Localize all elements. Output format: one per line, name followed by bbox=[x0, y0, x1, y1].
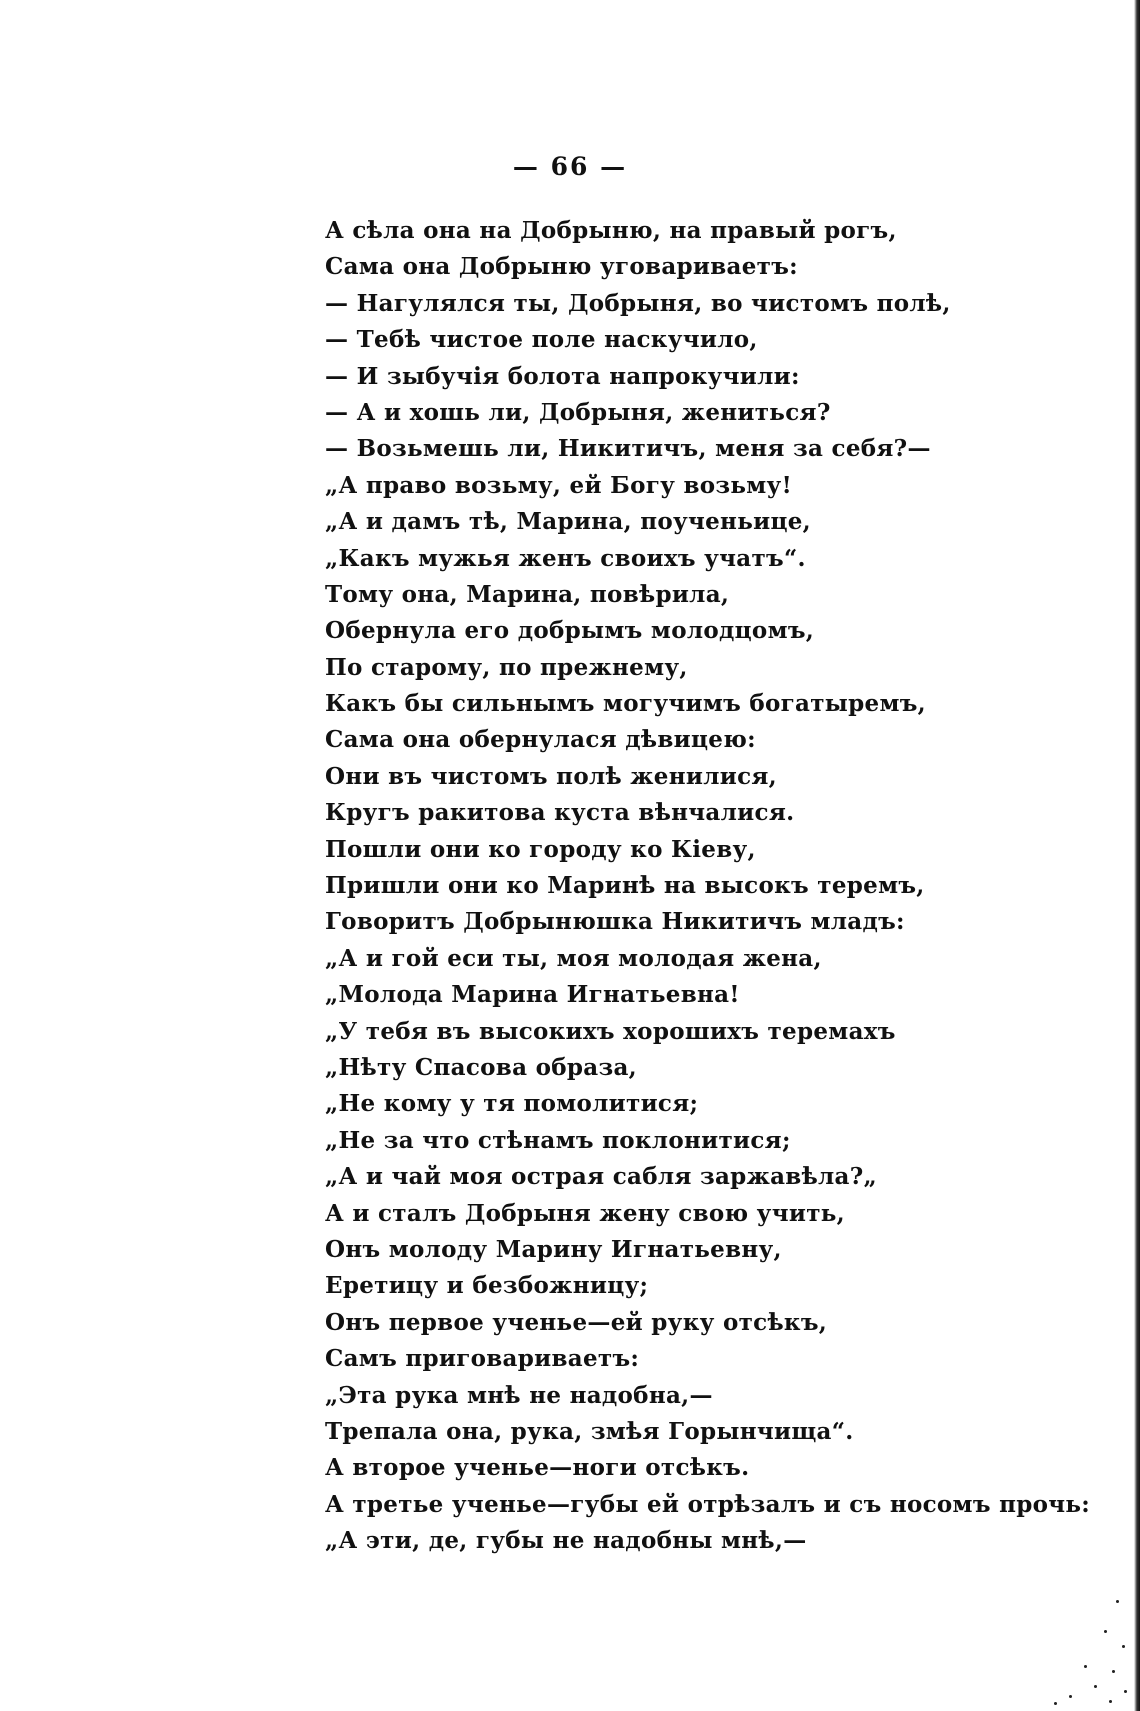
poem-line: А второе ученье—ноги отсѣкъ. bbox=[325, 1454, 750, 1482]
poem-line: Какъ бы сильнымъ могучимъ богатыремъ, bbox=[325, 690, 926, 718]
poem-line: Пришли они ко Маринѣ на высокъ теремъ, bbox=[325, 872, 925, 900]
poem-line: — Нагулялся ты, Добрыня, во чистомъ полѣ, bbox=[325, 289, 951, 317]
scan-edge-shadow bbox=[1134, 0, 1140, 1711]
scan-specks bbox=[1024, 1560, 1134, 1711]
poem-line: „Молода Марина Игнатьевна! bbox=[325, 981, 740, 1009]
poem-line: „А право возьму, ей Богу возьму! bbox=[325, 471, 792, 499]
poem-line: А сѣла она на Добрыню, на правый рогъ, bbox=[325, 217, 897, 244]
poem-line: — И зыбучія болота напрокучили: bbox=[325, 362, 800, 390]
poem-line: По старому, по прежнему, bbox=[325, 653, 688, 681]
poem-line: „Какъ мужья женъ своихъ учатъ“. bbox=[325, 544, 806, 572]
poem-line: „У тебя въ высокихъ хорошихъ теремахъ bbox=[325, 1017, 896, 1045]
poem-line: Сама она Добрыню уговариваетъ: bbox=[325, 253, 798, 281]
poem-line: Сама она обернулася дѣвицею: bbox=[325, 726, 756, 754]
poem-line: Говоритъ Добрынюшка Никитичъ младъ: bbox=[325, 908, 905, 936]
poem-line: Онъ первое ученье—ей руку отсѣкъ, bbox=[325, 1308, 828, 1336]
poem-line: Еретицу и безбожницу; bbox=[325, 1272, 649, 1300]
poem-line: „А эти, де, губы не надобны мнѣ,— bbox=[325, 1527, 807, 1555]
poem-line: — А и хошь ли, Добрыня, жениться? bbox=[325, 398, 831, 426]
poem-line: А и сталъ Добрыня жену свою учить, bbox=[325, 1199, 845, 1227]
poem-line: — Тебѣ чистое поле наскучило, bbox=[325, 326, 758, 354]
poem-line: „А и дамъ тѣ, Марина, поученьице, bbox=[325, 508, 811, 536]
poem-line: А третье ученье—губы ей отрѣзалъ и съ носомъ прочь: bbox=[325, 1490, 1091, 1518]
poem-text bbox=[325, 213, 1091, 1559]
poem-line: Онъ молоду Марину Игнатьевну, bbox=[325, 1235, 782, 1263]
poem-line: „А и чай моя острая сабля заржавѣла?„ bbox=[325, 1163, 878, 1191]
poem-line: Пошли они ко городу ко Кіеву, bbox=[325, 835, 756, 863]
poem-line: „Не кому у тя помолитися; bbox=[325, 1090, 699, 1118]
poem-line: Трепала она, рука, змѣя Горынчища“. bbox=[325, 1417, 854, 1445]
page-number: — 66 — bbox=[512, 152, 628, 181]
poem-line: „Нѣту Спасова образа, bbox=[325, 1053, 637, 1081]
poem-line: Кругъ ракитова куста вѣнчалися. bbox=[325, 799, 795, 827]
poem-line: „А и гой еси ты, моя молодая жена, bbox=[325, 944, 822, 972]
poem-line: Тому она, Марина, повѣрила, bbox=[325, 580, 730, 608]
poem-line: Обернула его добрымъ молодцомъ, bbox=[325, 617, 815, 645]
poem-line: — Возьмешь ли, Никитичъ, меня за себя?— bbox=[325, 435, 931, 463]
poem-line: Самъ приговариваетъ: bbox=[325, 1345, 640, 1373]
poem-line: „Эта рука мнѣ не надобна,— bbox=[325, 1381, 713, 1409]
poem-line: Они въ чистомъ полѣ женилися, bbox=[325, 762, 777, 790]
poem-line: „Не за что стѣнамъ поклонитися; bbox=[325, 1126, 791, 1154]
